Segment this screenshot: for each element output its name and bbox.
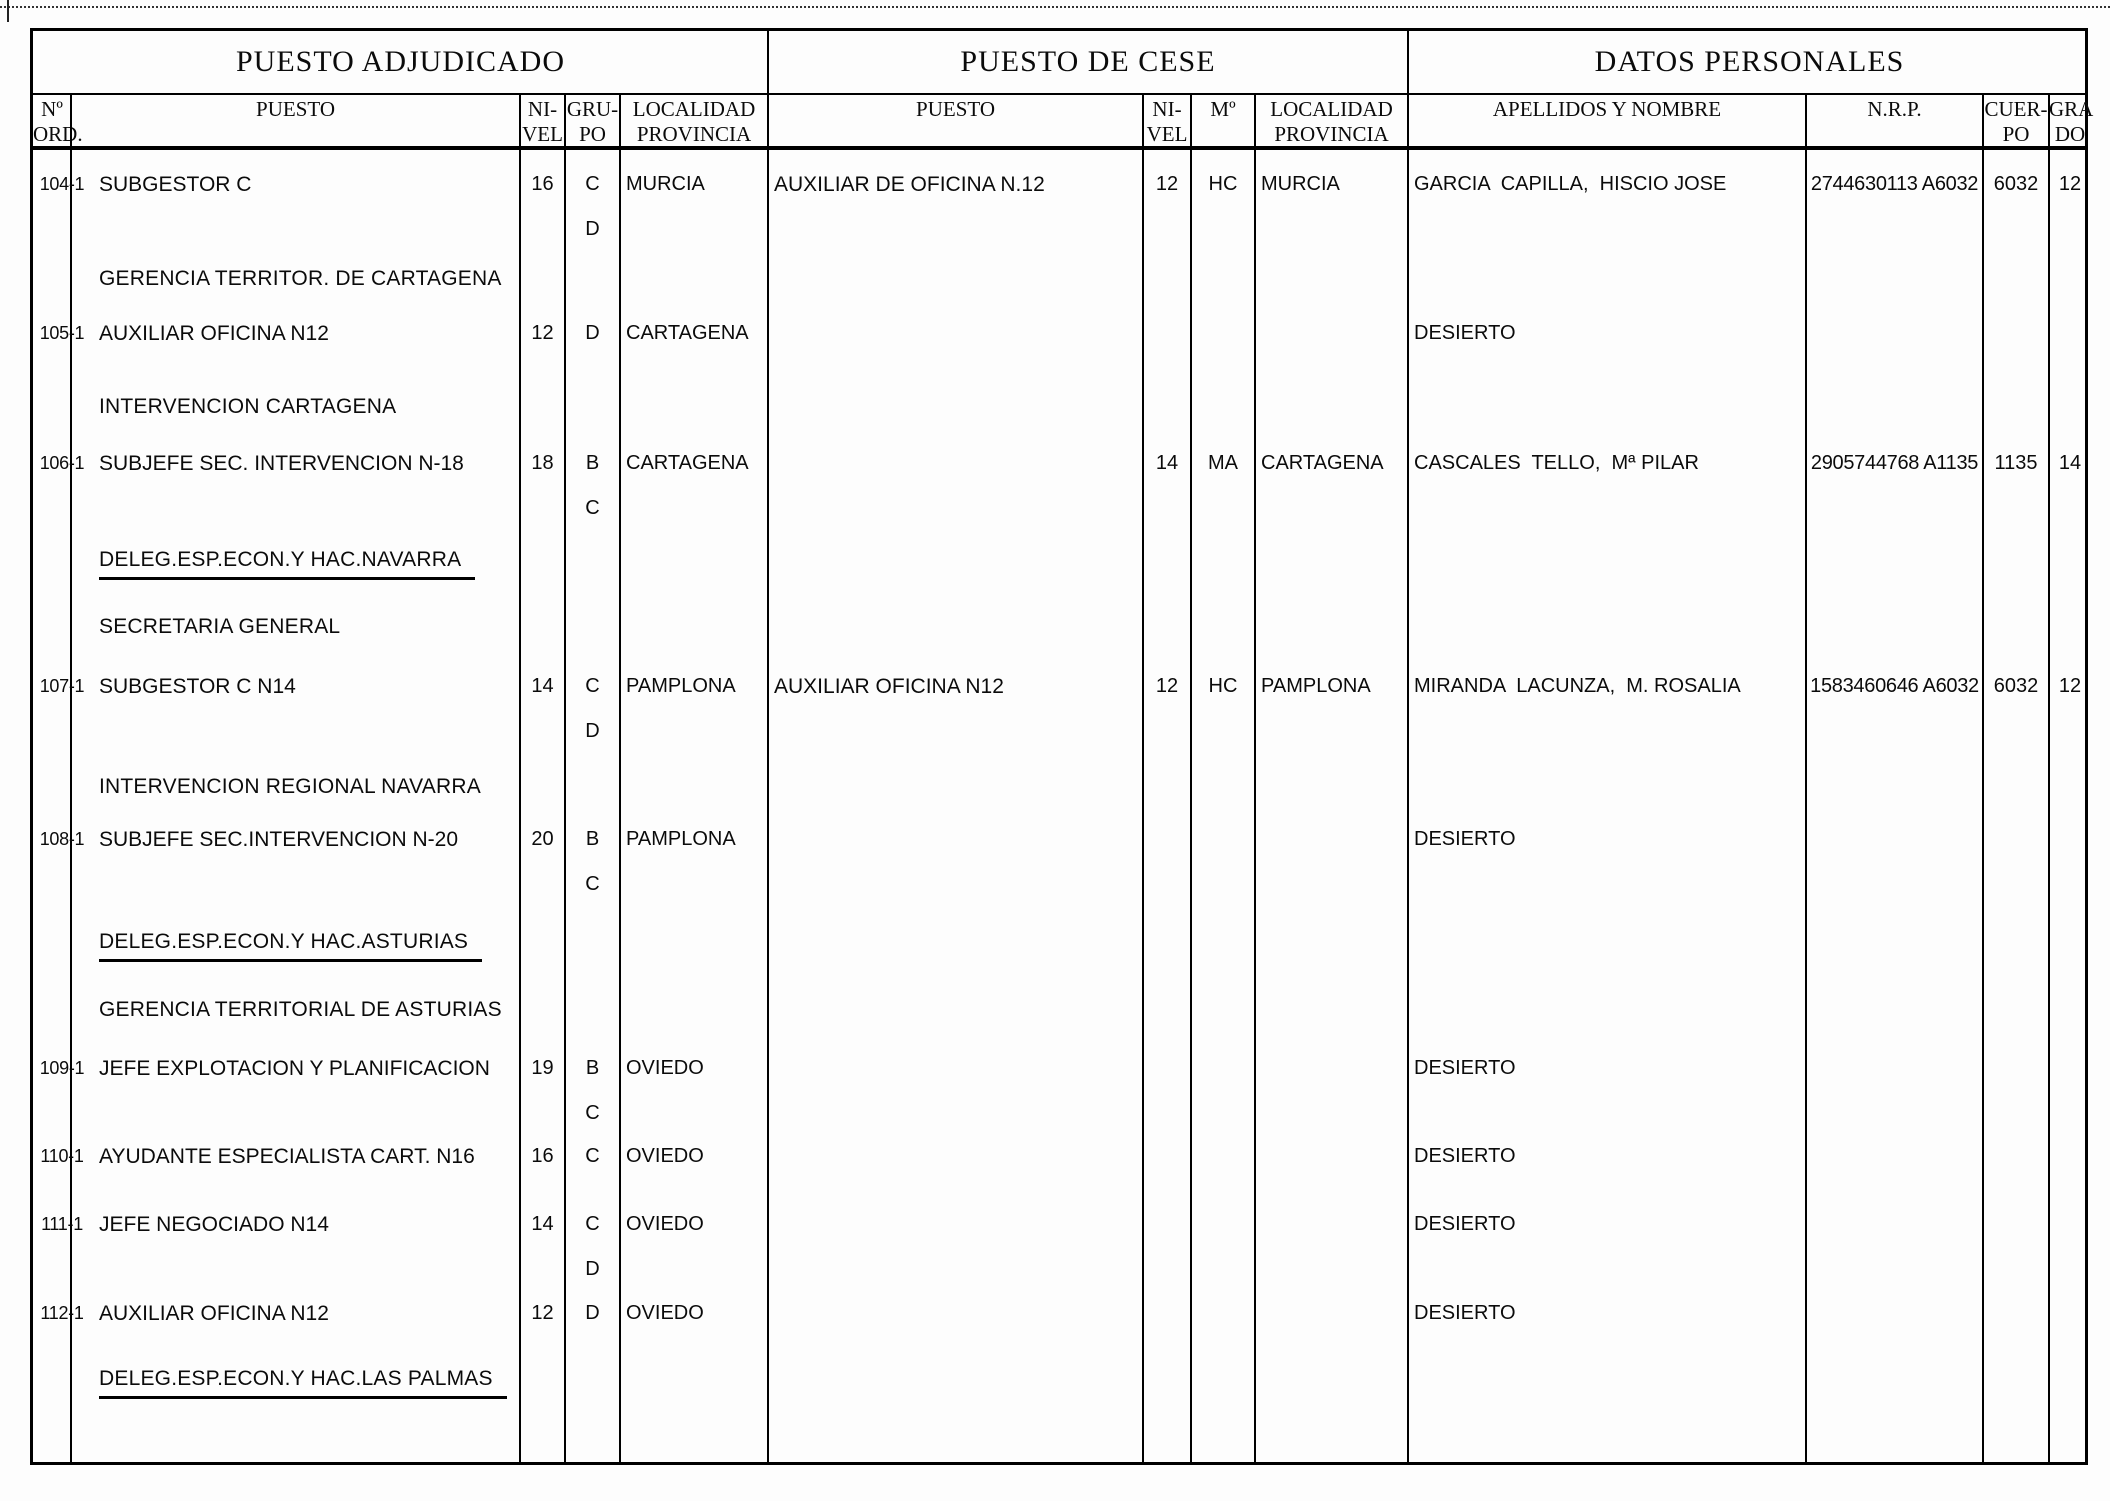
nrp-cell: 1583460646 A6032 — [1810, 675, 1979, 697]
grupo-cell: B — [585, 452, 600, 474]
cese-puesto-cell: AUXILIAR DE OFICINA N.12 — [774, 173, 1045, 196]
page-edge-line — [0, 6, 2110, 8]
orden-cell: 108-1 — [39, 829, 85, 849]
section-heading: INTERVENCION CARTAGENA — [99, 395, 397, 418]
group-header-puesto-adjudicado — [33, 31, 768, 93]
cese-ministerio-cell: HC — [1208, 173, 1238, 195]
cese-ministerio-cell: MA — [1208, 452, 1238, 474]
section-heading: DELEG.ESP.ECON.Y HAC.NAVARRA — [99, 546, 475, 580]
page-edge-tick — [7, 0, 9, 22]
section-heading: DELEG.ESP.ECON.Y HAC.ASTURIAS — [99, 928, 482, 962]
section-heading: INTERVENCION REGIONAL NAVARRA — [99, 775, 481, 798]
apellidos-nombre-cell: DESIERTO — [1414, 1302, 1516, 1324]
nrp-cell: 2905744768 A1135 — [1810, 452, 1979, 474]
puesto-cell: SUBGESTOR C — [99, 173, 252, 196]
col-header-nivel: NI- VEL — [522, 97, 563, 146]
grupo-cell: B — [585, 828, 600, 850]
localidad-cell: OVIEDO — [626, 1213, 704, 1235]
apellidos-nombre-cell: DESIERTO — [1414, 1213, 1516, 1235]
puesto-cell: AYUDANTE ESPECIALISTA CART. N16 — [99, 1145, 475, 1168]
nivel-cell: 16 — [531, 1145, 554, 1167]
apellidos-nombre-cell: MIRANDA LACUNZA, M. ROSALIA — [1414, 675, 1741, 697]
grupo-cell: C — [585, 1145, 600, 1167]
localidad-cell: CARTAGENA — [626, 452, 749, 474]
cese-localidad-cell: CARTAGENA — [1261, 452, 1384, 474]
col-header-num-orden: Nº ORD. — [33, 97, 83, 146]
apellidos-nombre-cell: DESIERTO — [1414, 828, 1516, 850]
col-header-cese-nivel: NI- VEL — [1146, 97, 1188, 146]
group-header-label: DATOS PERSONALES — [1594, 45, 1905, 78]
cese-localidad-cell: PAMPLONA — [1261, 675, 1371, 697]
cese-ministerio-cell: HC — [1208, 675, 1238, 697]
col-header-localidad-provincia: LOCALIDAD PROVINCIA — [632, 97, 756, 146]
grupo-cell: D — [585, 720, 600, 742]
cuerpo-cell: 6032 — [1993, 173, 2039, 195]
puesto-cell: SUBJEFE SEC.INTERVENCION N-20 — [99, 828, 459, 851]
col-header-cese-puesto: PUESTO — [916, 97, 995, 121]
nivel-cell: 14 — [531, 1213, 554, 1235]
col-header-apellidos-nombre: APELLIDOS Y NOMBRE — [1492, 97, 1722, 121]
apellidos-nombre-cell: GARCIA CAPILLA, HISCIO JOSE — [1414, 173, 1727, 195]
col-header-grado: GRA DO — [2049, 97, 2094, 146]
orden-cell: 110-1 — [40, 1146, 84, 1166]
appointments-table — [30, 28, 2094, 1465]
col-header-cuerpo: CUER- PO — [1984, 97, 2048, 146]
cuerpo-cell: 1135 — [1994, 452, 2038, 474]
apellidos-nombre-cell: DESIERTO — [1414, 1145, 1516, 1167]
col-header-cese-localidad-provincia: LOCALIDAD PROVINCIA — [1270, 97, 1393, 146]
orden-cell: 112-1 — [40, 1303, 84, 1323]
nivel-cell: 16 — [531, 173, 554, 195]
grado-cell: 12 — [2058, 675, 2082, 697]
nrp-cell: 2744630113 A6032 — [1810, 173, 1979, 195]
grupo-cell: D — [585, 218, 600, 240]
apellidos-nombre-cell: DESIERTO — [1414, 1057, 1516, 1079]
localidad-cell: CARTAGENA — [626, 322, 749, 344]
puesto-cell: AUXILIAR OFICINA N12 — [99, 322, 329, 345]
grupo-cell: C — [585, 497, 600, 519]
nivel-cell: 18 — [531, 452, 554, 474]
section-heading: GERENCIA TERRITOR. DE CARTAGENA — [99, 267, 502, 290]
group-header-label: PUESTO ADJUDICADO — [236, 45, 565, 78]
nivel-cell: 12 — [531, 322, 554, 344]
col-header-puesto: PUESTO — [256, 97, 335, 121]
nivel-cell: 19 — [531, 1057, 554, 1079]
nivel-cell: 14 — [531, 675, 554, 697]
puesto-cell: JEFE NEGOCIADO N14 — [99, 1213, 329, 1236]
col-header-nrp: N.R.P. — [1867, 97, 1922, 121]
puesto-cell: JEFE EXPLOTACION Y PLANIFICACION — [99, 1057, 490, 1080]
puesto-cell: SUBGESTOR C N14 — [99, 675, 296, 698]
section-heading: SECRETARIA GENERAL — [99, 615, 341, 638]
apellidos-nombre-cell: DESIERTO — [1414, 322, 1516, 344]
cese-nivel-cell: 12 — [1155, 675, 1179, 697]
localidad-cell: PAMPLONA — [626, 675, 736, 697]
grupo-cell: D — [585, 1302, 600, 1324]
group-header-label: PUESTO DE CESE — [960, 45, 1216, 78]
orden-cell: 107-1 — [39, 676, 85, 696]
apellidos-nombre-cell: CASCALES TELLO, Mª PILAR — [1414, 452, 1699, 474]
grupo-cell: C — [585, 873, 600, 895]
puesto-cell: AUXILIAR OFICINA N12 — [99, 1302, 329, 1325]
cese-nivel-cell: 14 — [1155, 452, 1179, 474]
orden-cell: 104-1 — [39, 174, 85, 194]
section-heading: DELEG.ESP.ECON.Y HAC.LAS PALMAS — [99, 1365, 507, 1399]
nivel-cell: 12 — [531, 1302, 554, 1324]
grado-cell: 12 — [2058, 173, 2082, 195]
table-body — [33, 150, 2091, 1468]
grupo-cell: C — [585, 173, 600, 195]
grupo-cell: C — [585, 675, 600, 697]
grupo-cell: D — [585, 1258, 600, 1280]
grupo-cell: B — [585, 1057, 600, 1079]
cese-puesto-cell: AUXILIAR OFICINA N12 — [774, 675, 1004, 698]
localidad-cell: MURCIA — [626, 173, 705, 195]
grado-cell: 14 — [2058, 452, 2082, 474]
localidad-cell: PAMPLONA — [626, 828, 736, 850]
grupo-cell: C — [585, 1102, 600, 1124]
orden-cell: 111-1 — [41, 1214, 83, 1234]
cuerpo-cell: 6032 — [1993, 675, 2039, 697]
orden-cell: 105-1 — [39, 323, 85, 343]
col-header-ministerio: Mº — [1210, 97, 1236, 121]
orden-cell: 109-1 — [39, 1058, 85, 1078]
group-header-datos-personales — [1408, 31, 2091, 93]
cese-localidad-cell: MURCIA — [1261, 173, 1340, 195]
grupo-cell: C — [585, 1213, 600, 1235]
localidad-cell: OVIEDO — [626, 1145, 704, 1167]
group-header-puesto-de-cese — [768, 31, 1408, 93]
puesto-cell: SUBJEFE SEC. INTERVENCION N-18 — [99, 452, 464, 475]
localidad-cell: OVIEDO — [626, 1057, 704, 1079]
section-heading: GERENCIA TERRITORIAL DE ASTURIAS — [99, 998, 502, 1021]
col-header-grupo: GRU- PO — [566, 97, 619, 146]
orden-cell: 106-1 — [39, 453, 85, 473]
grupo-cell: D — [585, 322, 600, 344]
nivel-cell: 20 — [531, 828, 554, 850]
cese-nivel-cell: 12 — [1155, 173, 1179, 195]
localidad-cell: OVIEDO — [626, 1302, 704, 1324]
